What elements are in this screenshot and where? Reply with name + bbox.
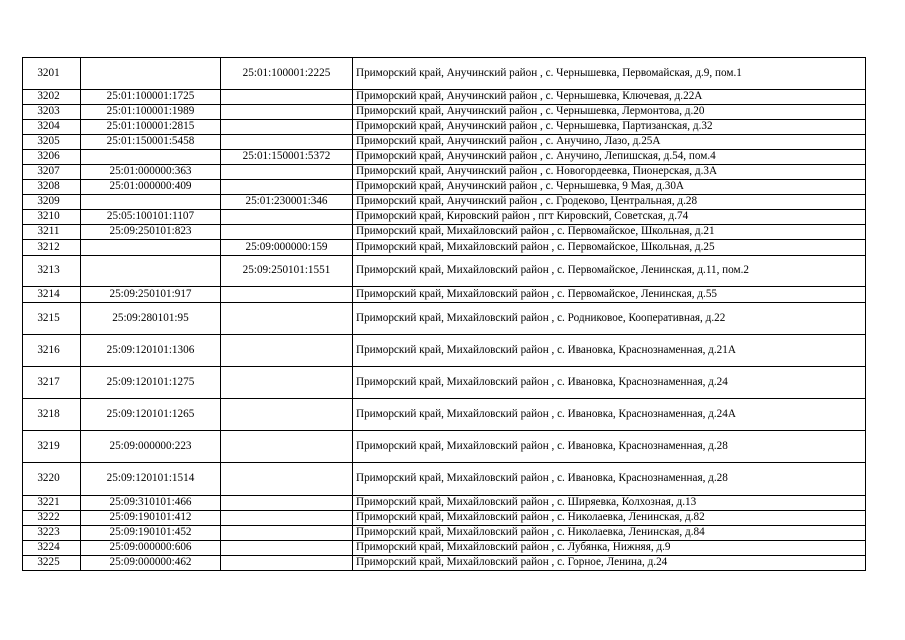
row-number: 3216 (23, 335, 81, 367)
row-number: 3209 (23, 195, 81, 210)
cadastral-number-b (221, 335, 353, 367)
table-row (23, 210, 866, 225)
row-number: 3202 (23, 90, 81, 105)
cadastral-number-a: 25:09:310101:466 (81, 496, 221, 511)
row-number: 3212 (23, 240, 81, 256)
table-row (23, 225, 866, 240)
cadastral-number-a: 25:05:100101:1107 (81, 210, 221, 225)
table-row (23, 399, 866, 431)
cadastral-number-b (221, 105, 353, 120)
address-cell: Приморский край, Анучинский район , с. Чернышевка, Партизанская, д.32 (353, 120, 866, 135)
address-cell: Приморский край, Михайловский район , с. Первомайское, Ленинская, д.55 (353, 287, 866, 303)
cadastral-number-a: 25:09:250101:823 (81, 225, 221, 240)
row-number: 3204 (23, 120, 81, 135)
row-number: 3218 (23, 399, 81, 431)
address-cell: Приморский край, Михайловский район , с. Первомайское, Школьная, д.21 (353, 225, 866, 240)
cadastral-number-b (221, 511, 353, 526)
table-row (23, 511, 866, 526)
cadastral-number-a: 25:01:000000:409 (81, 180, 221, 195)
row-number: 3214 (23, 287, 81, 303)
cadastral-number-b (221, 90, 353, 105)
table-row (23, 195, 866, 210)
address-cell: Приморский край, Анучинский район , с. Новогордеевка, Пионерская, д.3А (353, 165, 866, 180)
cadastral-number-a: 25:09:120101:1275 (81, 367, 221, 399)
table-row (23, 58, 866, 90)
address-cell: Приморский край, Анучинский район , с. Гродеково, Центральная, д.28 (353, 195, 866, 210)
address-cell: Приморский край, Михайловский район , с. Николаевка, Ленинская, д.82 (353, 511, 866, 526)
cadastral-number-b (221, 180, 353, 195)
cadastral-number-a: 25:09:190101:452 (81, 526, 221, 541)
table-row (23, 105, 866, 120)
row-number: 3223 (23, 526, 81, 541)
row-number: 3207 (23, 165, 81, 180)
address-cell: Приморский край, Анучинский район , с. Чернышевка, Лермонтова, д.20 (353, 105, 866, 120)
table-row (23, 431, 866, 463)
cadastral-number-a: 25:01:100001:1989 (81, 105, 221, 120)
row-number: 3201 (23, 58, 81, 90)
table-row (23, 165, 866, 180)
cadastral-number-b (221, 367, 353, 399)
table-row (23, 240, 866, 256)
cadastral-number-b (221, 303, 353, 335)
address-cell: Приморский край, Михайловский район , с. Первомайское, Ленинская, д.11, пом.2 (353, 256, 866, 287)
address-cell: Приморский край, Михайловский район , с. Николаевка, Ленинская, д.84 (353, 526, 866, 541)
cadastral-number-b: 25:09:000000:159 (221, 240, 353, 256)
address-cell: Приморский край, Михайловский район , с. Ивановка, Краснознаменная, д.24 (353, 367, 866, 399)
cadastral-number-b (221, 210, 353, 225)
table-row (23, 150, 866, 165)
cadastral-number-b (221, 541, 353, 556)
cadastral-number-b: 25:01:230001:346 (221, 195, 353, 210)
cadastral-number-a: 25:01:100001:1725 (81, 90, 221, 105)
cadastral-number-a: 25:09:000000:462 (81, 556, 221, 571)
row-number: 3210 (23, 210, 81, 225)
cadastral-number-a: 25:01:000000:363 (81, 165, 221, 180)
cadastral-number-a (81, 240, 221, 256)
row-number: 3224 (23, 541, 81, 556)
table-row (23, 256, 866, 287)
address-cell: Приморский край, Михайловский район , с. Ивановка, Краснознаменная, д.28 (353, 431, 866, 463)
row-number: 3221 (23, 496, 81, 511)
table-row (23, 287, 866, 303)
row-number: 3222 (23, 511, 81, 526)
property-registry-table (22, 57, 866, 571)
cadastral-number-b (221, 399, 353, 431)
table-row (23, 526, 866, 541)
table-row (23, 303, 866, 335)
address-cell: Приморский край, Михайловский район , с. Родниковое, Кооперативная, д.22 (353, 303, 866, 335)
table-row (23, 556, 866, 571)
cadastral-number-b: 25:01:100001:2225 (221, 58, 353, 90)
cadastral-number-a: 25:09:120101:1514 (81, 463, 221, 496)
row-number: 3208 (23, 180, 81, 195)
table-row (23, 120, 866, 135)
cadastral-number-a: 25:09:000000:606 (81, 541, 221, 556)
cadastral-number-b (221, 556, 353, 571)
row-number: 3220 (23, 463, 81, 496)
table-row (23, 496, 866, 511)
row-number: 3211 (23, 225, 81, 240)
address-cell: Приморский край, Михайловский район , с. Ивановка, Краснознаменная, д.24А (353, 399, 866, 431)
address-cell: Приморский край, Михайловский район , с. Ивановка, Краснознаменная, д.28 (353, 463, 866, 496)
row-number: 3215 (23, 303, 81, 335)
cadastral-number-a (81, 150, 221, 165)
table-row (23, 463, 866, 496)
cadastral-number-b: 25:01:150001:5372 (221, 150, 353, 165)
cadastral-number-b (221, 165, 353, 180)
address-cell: Приморский край, Михайловский район , с. Ивановка, Краснознаменная, д.21А (353, 335, 866, 367)
row-number: 3213 (23, 256, 81, 287)
table-row (23, 335, 866, 367)
cadastral-number-b (221, 526, 353, 541)
address-cell: Приморский край, Михайловский район , с. Горное, Ленина, д.24 (353, 556, 866, 571)
address-cell: Приморский край, Михайловский район , с. Лубянка, Нижняя, д.9 (353, 541, 866, 556)
cadastral-number-a: 25:09:120101:1306 (81, 335, 221, 367)
table-row (23, 135, 866, 150)
cadastral-number-a (81, 195, 221, 210)
cadastral-number-b (221, 225, 353, 240)
cadastral-number-b (221, 463, 353, 496)
cadastral-number-a: 25:01:100001:2815 (81, 120, 221, 135)
address-cell: Приморский край, Михайловский район , с. Первомайское, Школьная, д.25 (353, 240, 866, 256)
cadastral-number-b (221, 120, 353, 135)
cadastral-number-a: 25:09:000000:223 (81, 431, 221, 463)
cadastral-number-a: 25:01:150001:5458 (81, 135, 221, 150)
row-number: 3217 (23, 367, 81, 399)
cadastral-number-a: 25:09:250101:917 (81, 287, 221, 303)
address-cell: Приморский край, Михайловский район , с. Ширяевка, Колхозная, д.13 (353, 496, 866, 511)
address-cell: Приморский край, Анучинский район , с. Анучино, Лепишская, д.54, пом.4 (353, 150, 866, 165)
row-number: 3219 (23, 431, 81, 463)
row-number: 3205 (23, 135, 81, 150)
cadastral-number-b (221, 287, 353, 303)
row-number: 3206 (23, 150, 81, 165)
address-cell: Приморский край, Анучинский район , с. Чернышевка, Ключевая, д.22А (353, 90, 866, 105)
table-row (23, 367, 866, 399)
row-number: 3225 (23, 556, 81, 571)
address-cell: Приморский край, Анучинский район , с. Анучино, Лазо, д.25А (353, 135, 866, 150)
table-row (23, 541, 866, 556)
address-cell: Приморский край, Анучинский район , с. Чернышевка, Первомайская, д.9, пом.1 (353, 58, 866, 90)
cadastral-number-a: 25:09:190101:412 (81, 511, 221, 526)
table-row (23, 90, 866, 105)
address-cell: Приморский край, Анучинский район , с. Чернышевка, 9 Мая, д.30А (353, 180, 866, 195)
table-row (23, 180, 866, 195)
cadastral-number-b (221, 135, 353, 150)
row-number: 3203 (23, 105, 81, 120)
address-cell: Приморский край, Кировский район , пгт Кировский, Советская, д.74 (353, 210, 866, 225)
cadastral-number-b: 25:09:250101:1551 (221, 256, 353, 287)
cadastral-number-a: 25:09:280101:95 (81, 303, 221, 335)
cadastral-number-b (221, 431, 353, 463)
cadastral-number-a (81, 58, 221, 90)
cadastral-number-b (221, 496, 353, 511)
cadastral-number-a (81, 256, 221, 287)
cadastral-number-a: 25:09:120101:1265 (81, 399, 221, 431)
